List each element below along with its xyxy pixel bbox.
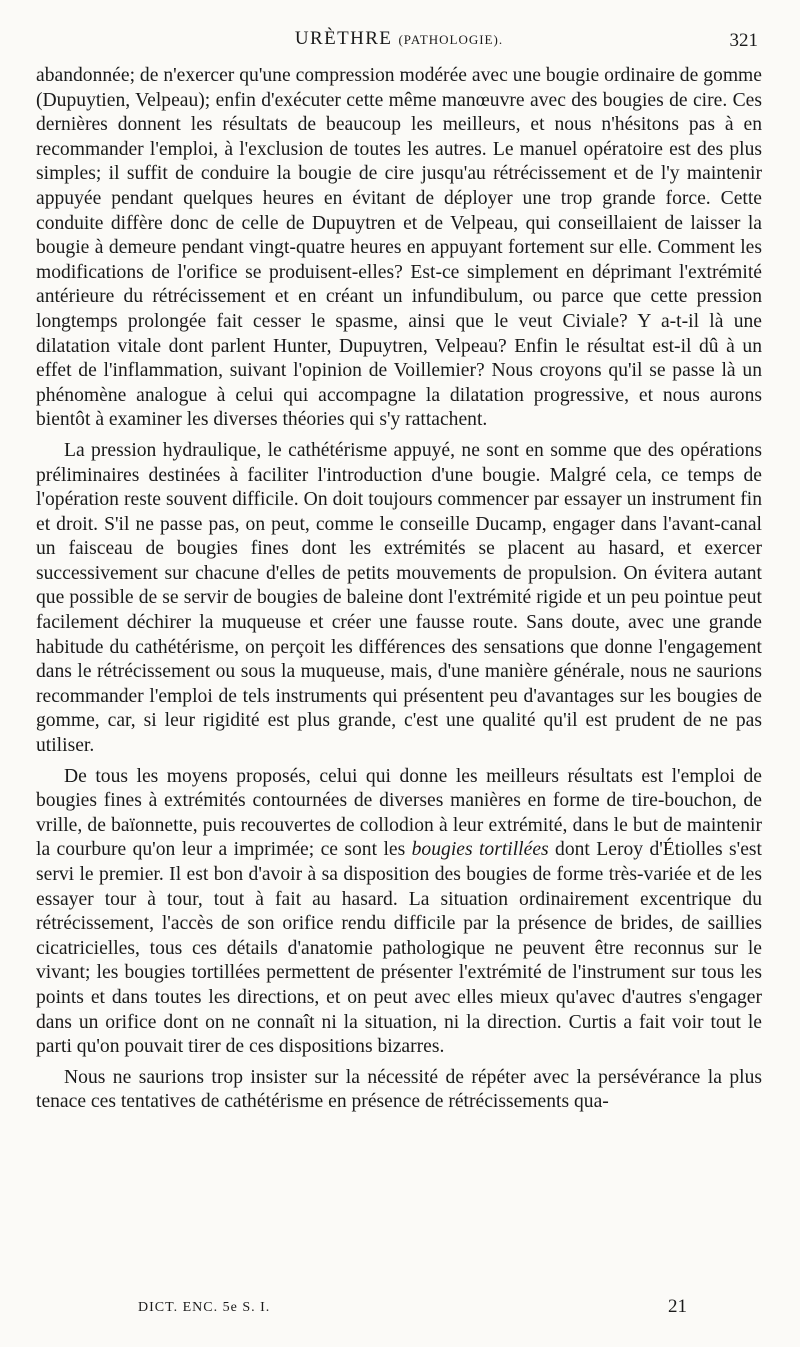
page-number: 321 bbox=[729, 30, 758, 51]
body-text bbox=[36, 64, 762, 1115]
paragraph-3-before: De tous les moyens proposés, celui qui donne les meilleurs résultats est l'emploi de bougies fines à extrémités contournées de diverses manières en forme de tire-bouchon, de vrille, de baïonnette, puis recouvertes de collodion à leur extrémité, dans le but de maintenir la courbure qu'on leur a imprimée; ce sont les bbox=[36, 765, 762, 861]
paragraph-3-italic: bougies tortillées bbox=[411, 839, 549, 861]
running-title-main: URÈTHRE bbox=[294, 28, 393, 49]
paragraph-3-after: dont Leroy d'Étiolles s'est servi le premier. Il est bon d'avoir à sa disposition des bougies de forme très-variée et de les essayer tour à tour, tout à fait au hasard. La situation ordinairement excentrique du rétrécissement, l'accès de son orifice rendu difficile par la présence de brides, de saillies cicatricielles, tous ces détails d'anatomie pathologique ne peuvent être reconnus sur le vivant; les bougies tortillées permettent de présenter l'extrémité de l'instrument sur tous les points et dans toutes les directions, et on peut avec elles mieux qu'avec d'autres s'engager dans un orifice dont on ne connaît ni la situation, ni la direction. Curtis a fait voir tout le parti qu'on pouvait tirer de ces dispositions bizarres. bbox=[36, 839, 762, 1058]
running-title bbox=[36, 28, 762, 50]
paragraph-1: abandonnée; de n'exercer qu'une compression modérée avec une bougie ordinaire de gomme (Dupuytien, Velpeau); enfin d'exécuter cette même manœuvre avec des bougies de cire. Ces dernières donnent les résultats de beaucoup les meilleurs, et nous n'hésitons pas à en recommander l'emploi, à l'exclusion de toutes les autres. Le manuel opératoire est des plus simples; il suffit de conduire la bougie de cire jusqu'au rétrécissement et de l'y maintenir appuyée pendant quelques heures en évitant de déployer une trop grande force. Cette conduite diffère donc de celle de Dupuytren et de Velpeau, qui conseillaient de laisser la bougie à demeure pendant vingt-quatre heures en appuyant fortement sur elle. Comment les modifications de l'orifice se produisent-elles? Est-ce simplement en déprimant l'extrémité antérieure du rétrécissement et en créant un infundibulum, ou parce que cette pression longtemps prolongée fait cesser le spasme, ainsi que le veut Civiale? Y a-t-il là une dilatation vitale dont parlent Hunter, Dupuytren, Velpeau? Enfin le résultat est-il dû à un effet de l'inflammation, suivant l'opinion de Voillemier? Nous croyons qu'il se passe là un phénomène analogue à celui qui accompagne la dilatation progressive, et nous aurons bientôt à examiner les diverses théories qui s'y rattachent. bbox=[36, 65, 762, 431]
printer-signature: DICT. ENC. 5e S. I. bbox=[138, 1300, 271, 1315]
paragraph-3 bbox=[36, 765, 762, 1060]
running-head bbox=[36, 28, 762, 58]
running-title-sub: (PATHOLOGIE). bbox=[398, 32, 504, 47]
paragraph-2: La pression hydraulique, le cathétérisme appuyé, ne sont en somme que des opérations préliminaires destinées à faciliter l'introduction d'une bougie. Malgré cela, ce temps de l'opération reste souvent difficile. On doit toujours commencer par essayer un instrument fin et droit. S'il ne passe pas, on peut, comme le conseille Ducamp, engager dans l'avant-canal un faisceau de bougies fines dont les extrémités se placent au hasard, et exercer successivement sur chacune d'elles de petits mouvements de propulsion. On évitera autant que possible de se servir de bougies de baleine dont l'extrémité rigide et un peu pointue peut facilement déchirer la muqueuse et créer une fausse route. Sans doute, avec une grande habitude du cathétérisme, on perçoit les différences des sensations que donne l'engagement dans le rétrécissement ou sous la muqueuse, mais, d'une manière générale, nous ne saurions recommander l'emploi de tels instruments qui présentent peu d'avantages sur les bougies de gomme, car, si leur rigidité est plus grande, c'est une qualité qu'il est prudent de ne pas utiliser. bbox=[36, 439, 762, 757]
sheet-number: 21 bbox=[668, 1296, 687, 1317]
page-footer bbox=[138, 1296, 700, 1320]
paragraph-4: Nous ne saurions trop insister sur la nécessité de répéter avec la persévérance la plus tenace ces tentatives de cathétérisme en présence de rétrécissements qua- bbox=[36, 1066, 762, 1113]
